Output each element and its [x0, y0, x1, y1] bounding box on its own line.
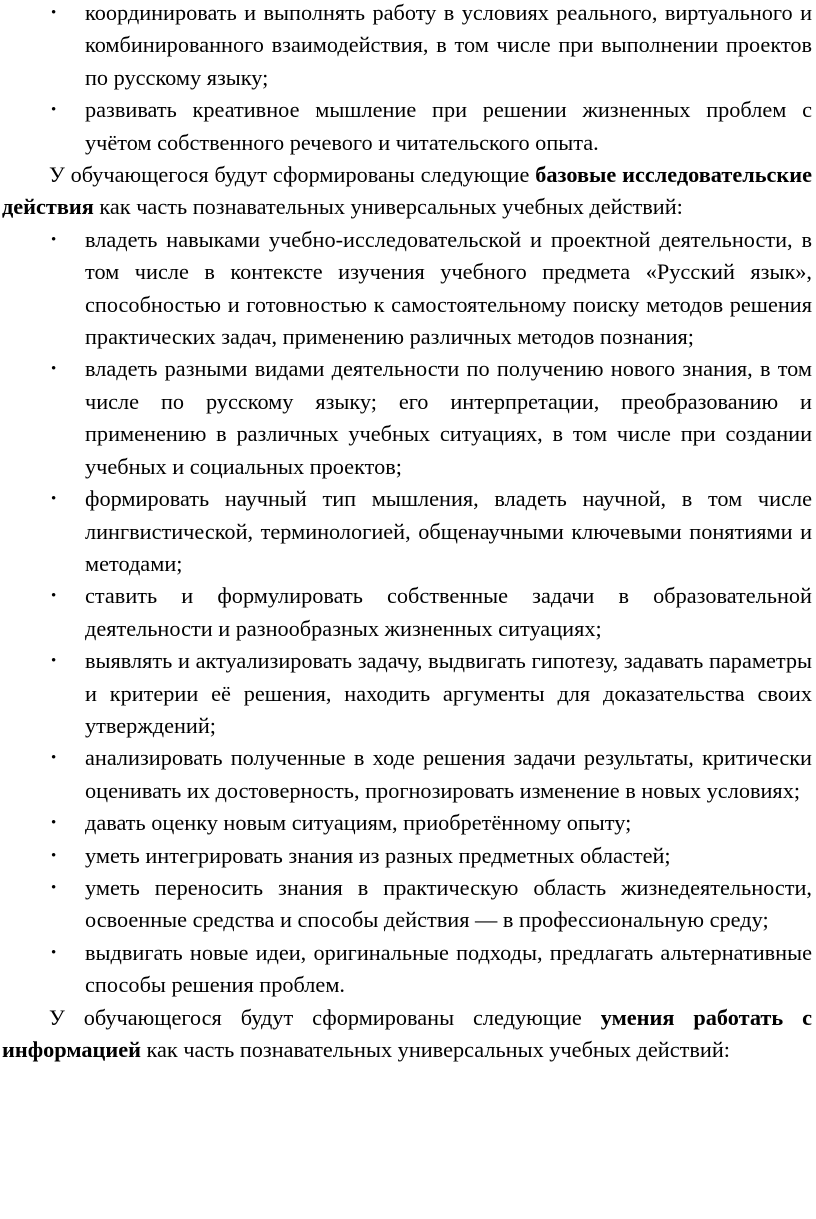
bullet-icon: • [51, 361, 57, 378]
bullet-icon: • [51, 491, 57, 508]
bullet-icon: • [51, 879, 57, 896]
list-item-text: формировать научный тип мышления, владеть научной, в том числе лингвистической, терминологией, общенаучными ключевыми понятиями и методами; [85, 486, 812, 576]
list-item [0, 742, 812, 807]
list-item-text: уметь интегрировать знания из разных предметных областей; [85, 842, 671, 868]
list-item [0, 353, 812, 483]
list-item [0, 937, 812, 1002]
bullet-icon: • [51, 5, 57, 21]
list-item-text: давать оценку новым ситуациям, приобретённому опыту; [85, 810, 632, 836]
list-item-text: выдвигать новые идеи, оригинальные подходы, предлагать альтернативные способы решения проблем. [85, 939, 812, 998]
bullet-list-research-actions [0, 224, 812, 1002]
list-item [0, 807, 812, 839]
list-item-text: владеть навыками учебно-исследовательской и проектной деятельности, в том числе в контексте изучения учебного предмета «Русский язык», способностью и готовностью к самостоятельному поиску методов решения практических задач, применению различных методов познания; [85, 226, 812, 350]
list-item-text: уметь переносить знания в практическую область жизнедеятельности, освоенные средства и способы действия — в профессиональную среду; [85, 874, 812, 933]
paragraph-text-before: У обучающегося будут сформированы следующие [49, 1004, 582, 1030]
bullet-icon: • [51, 102, 57, 119]
paragraph-information-skills [0, 1002, 812, 1067]
paragraph-text-after: как часть познавательных универсальных учебных действий: [146, 1037, 730, 1062]
list-item-text: развивать креативное мышление при решении жизненных проблем с учётом собственного речевого и читательского опыта. [85, 97, 812, 155]
list-item [0, 645, 812, 742]
list-item [0, 872, 812, 937]
list-item [0, 483, 812, 580]
list-item [0, 224, 812, 354]
bullet-icon: • [51, 944, 57, 961]
list-item [0, 0, 812, 94]
list-item-text: координировать и выполнять работу в условиях реального, виртуального и комбинированного взаимодействия, в том числе при выполнении проектов по русскому языку; [85, 0, 812, 90]
paragraph-research-actions [0, 159, 812, 224]
list-item [0, 840, 812, 872]
paragraph-bold-term: умения работать с информацией [2, 1004, 812, 1062]
bullet-icon: • [51, 750, 57, 767]
paragraph-text-after: как часть познавательных универсальных учебных действий: [99, 194, 683, 220]
list-item [0, 94, 812, 159]
bullet-list-collaboration [0, 0, 812, 159]
list-item-text: анализировать полученные в ходе решения задачи результаты, критически оценивать их достоверность, прогнозировать изменение в новых условиях; [85, 745, 812, 803]
list-item-text: ставить и формулировать собственные задачи в образовательной деятельности и разнообразных жизненных ситуациях; [85, 583, 812, 641]
bullet-icon: • [51, 847, 57, 864]
bullet-icon: • [51, 588, 57, 605]
list-item-text: выявлять и актуализировать задачу, выдвигать гипотезу, задавать параметры и критерии её решения, находить аргументы для доказательства своих утверждений; [85, 648, 812, 738]
paragraph-text-before: У обучающегося будут сформированы следующие [49, 162, 530, 188]
bullet-icon: • [51, 231, 57, 248]
list-item-text: владеть разными видами деятельности по получению нового знания, в том числе по русскому языку; его интерпретации, преобразованию и применению в различных учебных ситуациях, в том числе при создании учебных и социальных проектов; [85, 356, 812, 479]
list-item [0, 580, 812, 645]
paragraph-bold-term: базовые исследовательские действия [2, 162, 813, 220]
bullet-icon: • [51, 653, 57, 670]
bullet-icon: • [51, 815, 57, 832]
